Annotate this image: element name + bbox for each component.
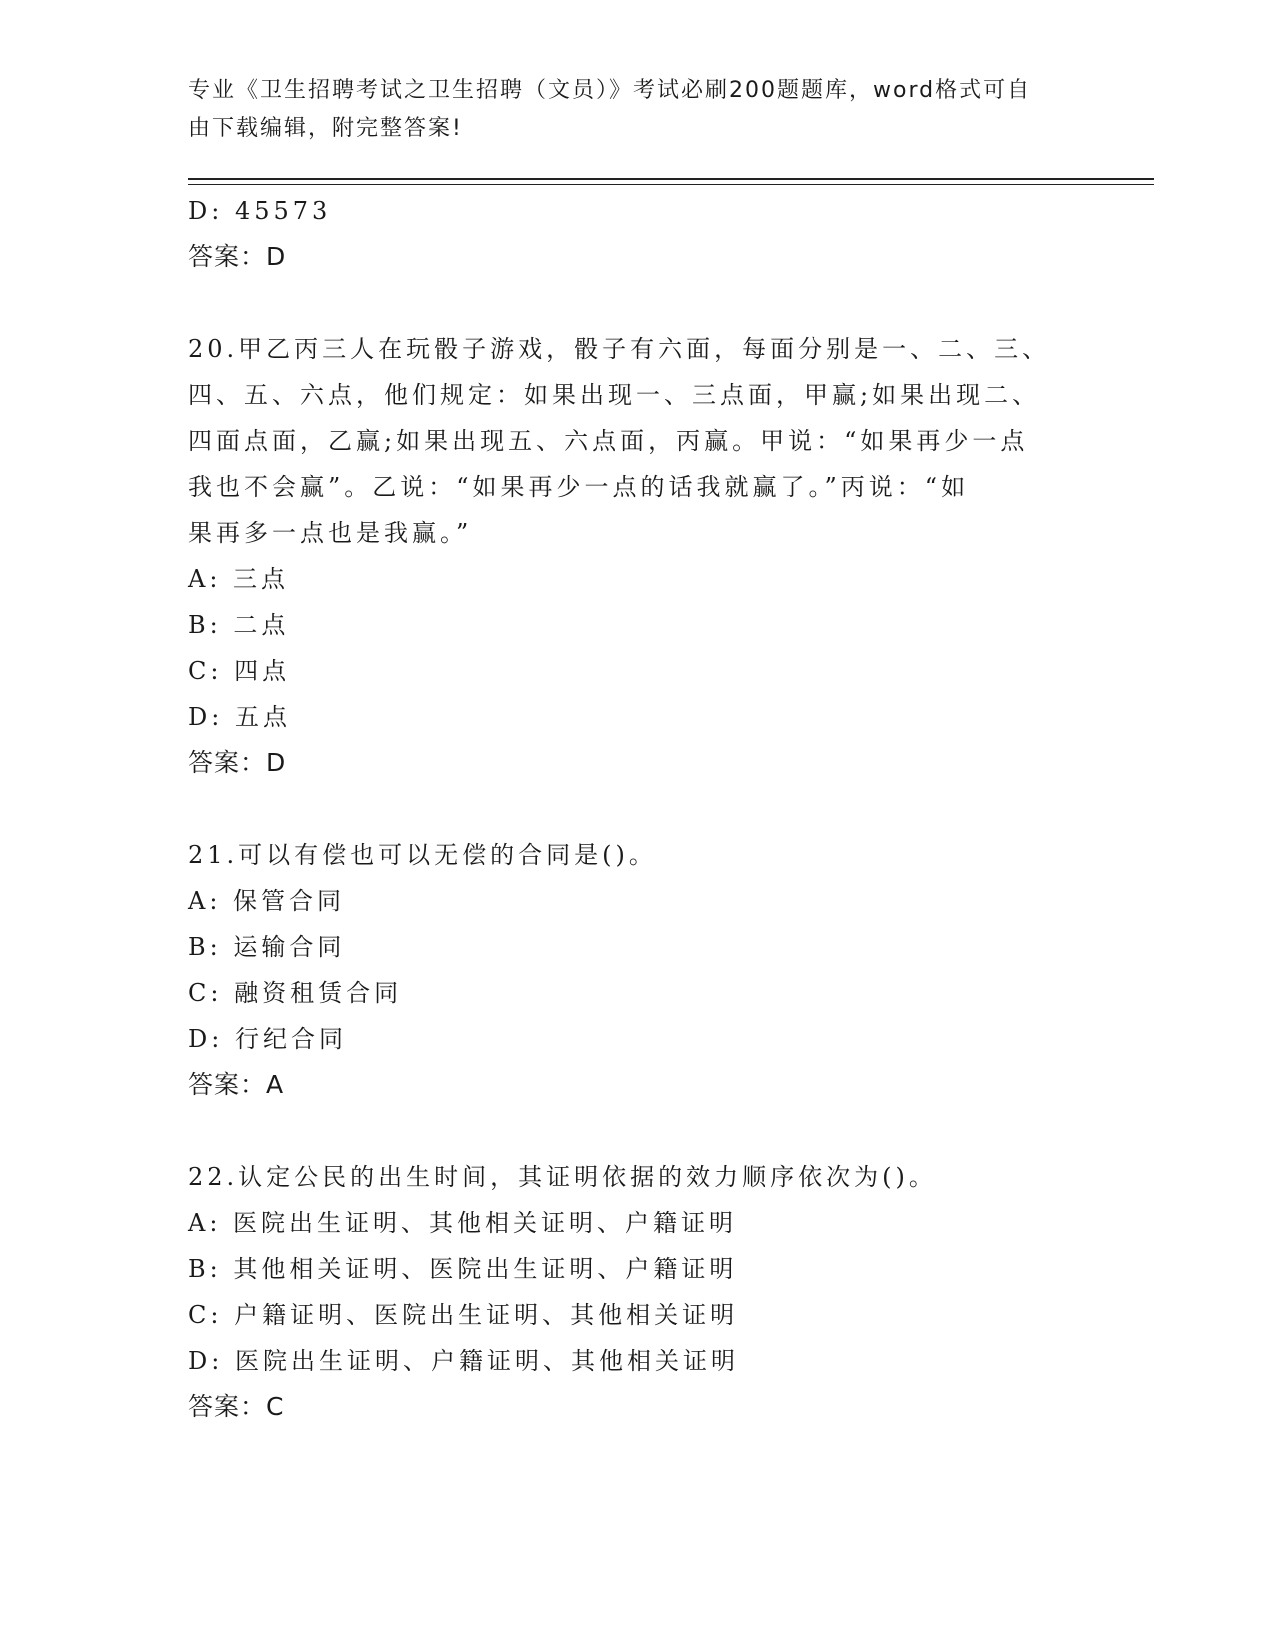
option-c: C: 户籍证明、医院出生证明、其他相关证明 (188, 1301, 739, 1329)
question-line: 我也不会赢”。乙说：“如果再少一点的话我就赢了。”丙说：“如 (188, 473, 970, 501)
answer-line: 答案：C (188, 1392, 285, 1421)
option-d: D: 45573 (188, 197, 332, 225)
option-d: D: 行纪合同 (188, 1025, 347, 1053)
document-header (188, 72, 1088, 148)
answer-line: 答案：D (188, 748, 287, 777)
option-d: D: 医院出生证明、户籍证明、其他相关证明 (188, 1347, 739, 1375)
option-b: B: 运输合同 (188, 933, 346, 961)
document-body (188, 188, 1088, 1430)
question-line: 果再多一点也是我赢。” (188, 519, 473, 547)
question-line: 四面点面，乙赢;如果出现五、六点面，丙赢。甲说：“如果再少一点 (188, 427, 1029, 455)
answer-line: 答案：D (188, 242, 287, 271)
question-text (188, 326, 1088, 556)
question-22 (188, 1154, 1088, 1430)
question-line: 21.可以有偿也可以无偿的合同是()。 (188, 841, 657, 869)
option-d: D: 五点 (188, 703, 291, 731)
header-line-2: 由下载编辑，附完整答案! (188, 116, 463, 141)
option-a: A: 三点 (188, 565, 290, 593)
spacer (188, 1108, 1088, 1154)
question-line: 22.认定公民的出生时间，其证明依据的效力顺序依次为()。 (188, 1163, 937, 1191)
option-b: B: 其他相关证明、医院出生证明、户籍证明 (188, 1255, 738, 1283)
question-20 (188, 326, 1088, 786)
question-text (188, 1154, 1088, 1200)
option-a: A: 医院出生证明、其他相关证明、户籍证明 (188, 1209, 738, 1237)
spacer (188, 786, 1088, 832)
question-text (188, 832, 1088, 878)
question-line: 四、五、六点，他们规定：如果出现一、三点面，甲赢;如果出现二、 (188, 381, 1041, 409)
question-21 (188, 832, 1088, 1108)
option-a: A: 保管合同 (188, 887, 346, 915)
spacer (188, 280, 1088, 326)
option-c: C: 融资租赁合同 (188, 979, 403, 1007)
previous-question-tail (188, 188, 1088, 280)
option-c: C: 四点 (188, 657, 291, 685)
header-divider-thick (188, 178, 1154, 180)
header-line-1: 专业《卫生招聘考试之卫生招聘（文员）》考试必刷200题题库，word格式可自 (188, 78, 1032, 103)
option-b: B: 二点 (188, 611, 290, 639)
answer-line: 答案：A (188, 1070, 285, 1099)
header-divider-thin (188, 184, 1154, 185)
question-line: 20.甲乙丙三人在玩骰子游戏，骰子有六面，每面分别是一、二、三、 (188, 335, 1051, 363)
